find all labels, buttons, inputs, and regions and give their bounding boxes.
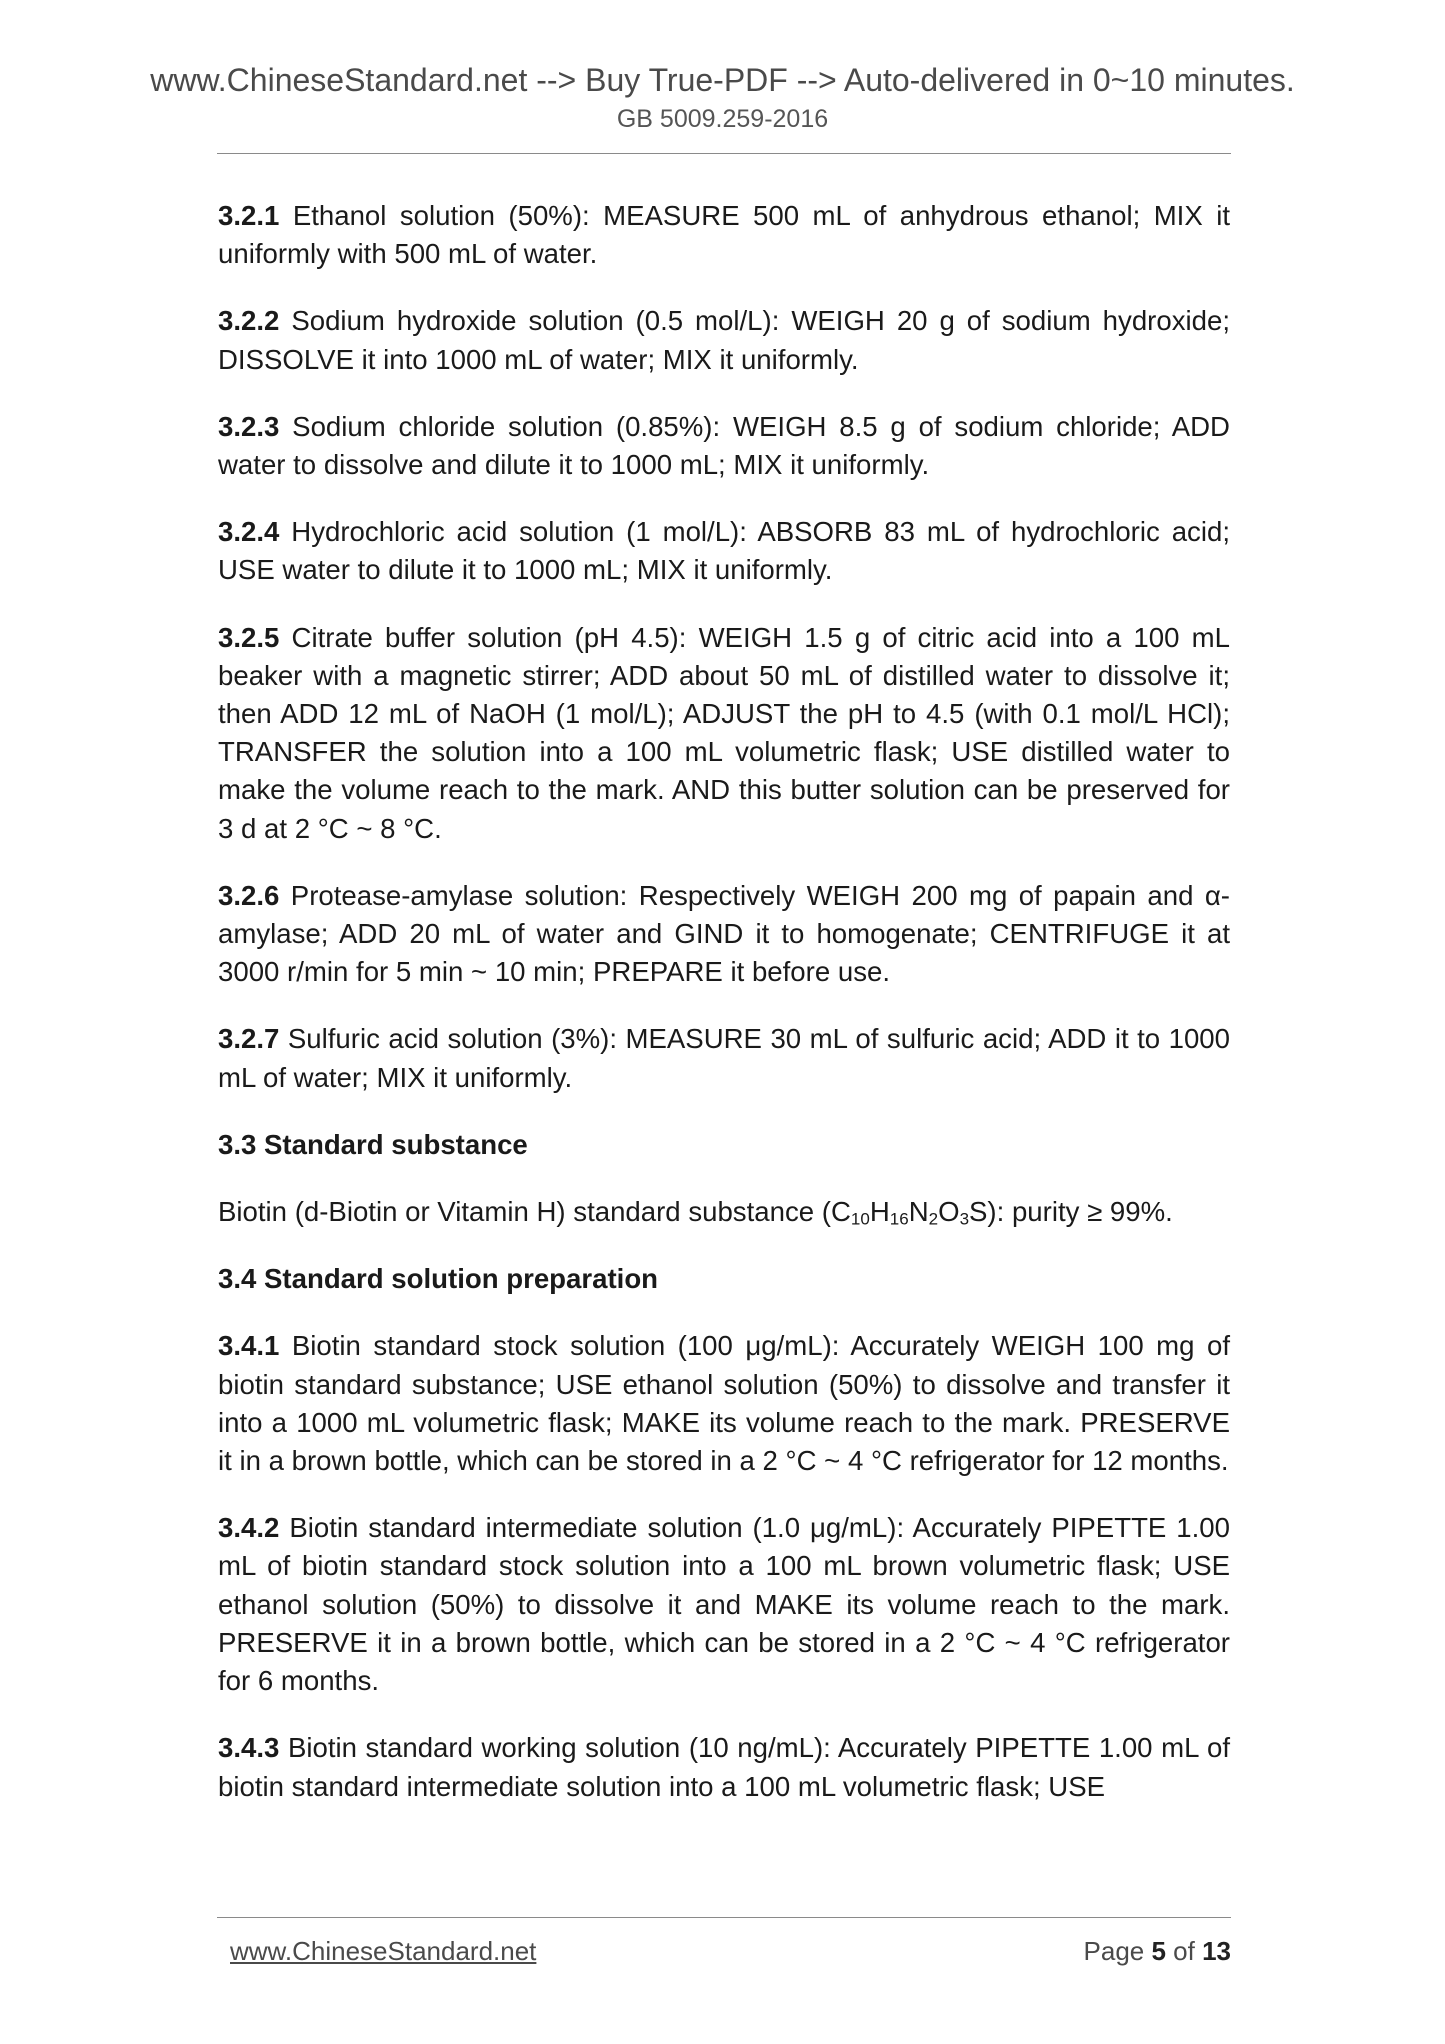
clause-text: Biotin standard intermediate solution (1.0 μg/mL): Accurately PIPETTE 1.00 mL of biotin standard stock solution into a 100 mL brown volumetric flask; USE ethanol solution (50%) to dissolve it and MAKE its volume reach to the mark. PRESERVE it in a brown bottle, which can be stored in a 2 °C ~ 4 °C refrigerator for 6 months. — [218, 1512, 1230, 1697]
header-divider — [217, 153, 1231, 154]
paragraph-3-4-1 — [218, 1327, 1230, 1480]
standard-code: GB 5009.259-2016 — [616, 105, 829, 133]
page-total: 13 — [1202, 1936, 1231, 1966]
element-symbol: O — [938, 1196, 960, 1228]
paragraph-3-3 — [218, 1193, 1230, 1231]
paragraph-3-2-4 — [218, 513, 1230, 589]
clause-text: Hydrochloric acid solution (1 mol/L): ABSORB 83 mL of hydrochloric acid; USE water to dilute it to 1000 mL; MIX it uniformly. — [218, 516, 1230, 586]
clause-number: 3.2.1 — [218, 200, 280, 231]
subscript: 10 — [850, 1209, 870, 1229]
paragraph-3-4-2 — [218, 1509, 1230, 1700]
page-current: 5 — [1151, 1936, 1166, 1966]
section-heading-3-3: 3.3 Standard substance — [218, 1128, 528, 1160]
clause-number: 3.2.2 — [218, 305, 280, 337]
section-heading-3-4: 3.4 Standard solution preparation — [218, 1263, 659, 1295]
document-body — [218, 197, 1230, 1806]
clause-number: 3.4.3 — [218, 1732, 280, 1764]
page-label: Page — [1083, 1936, 1152, 1966]
clause-text: Sulfuric acid solution (3%): MEASURE 30 mL of sulfuric acid; ADD it to 1000 mL of water; MIX it uniformly. — [218, 1023, 1230, 1093]
paragraph-3-2-1 — [218, 197, 1230, 273]
paragraph-3-4-3 — [218, 1729, 1230, 1805]
paragraph-3-2-3 — [218, 408, 1230, 484]
formula-prefix: Biotin (d-Biotin or Vitamin H) standard substance (C — [218, 1196, 851, 1228]
clause-number: 3.2.4 — [218, 516, 280, 548]
clause-number: 3.4.1 — [218, 1330, 280, 1362]
clause-number: 3.2.6 — [218, 879, 280, 911]
element-symbol: H — [869, 1196, 890, 1228]
paragraph-3-2-6 — [218, 877, 1230, 992]
footer-divider — [217, 1917, 1231, 1918]
page-indicator — [1084, 1934, 1231, 1968]
subscript: 3 — [959, 1209, 970, 1229]
header-banner[interactable]: www.ChineseStandard.net --> Buy True-PDF --> Auto-delivered in 0~10 minutes. — [150, 62, 1295, 98]
footer-website-link[interactable]: www.ChineseStandard.net — [230, 1936, 537, 1966]
clause-number: 3.2.7 — [218, 1023, 280, 1055]
clause-text: Ethanol solution (50%): MEASURE 500 mL of anhydrous ethanol; MIX it uniformly with 500 mL of water. — [218, 200, 1230, 270]
clause-text: Biotin standard stock solution (100 μg/mL): Accurately WEIGH 100 mg of biotin standard substance; USE ethanol solution (50%) to dissolve and transfer it into a 1000 mL volumetric flask; MAKE its volume reach to the mark. PRESERVE it in a brown bottle, which can be stored in a 2 °C ~ 4 °C refrigerator for 12 months. — [218, 1330, 1230, 1477]
paragraph-3-2-5 — [218, 619, 1230, 848]
clause-number: 3.4.2 — [218, 1512, 280, 1544]
clause-number: 3.2.3 — [218, 410, 280, 442]
page-of: of — [1165, 1936, 1203, 1966]
element-symbol: N — [908, 1196, 929, 1228]
paragraph-3-2-2 — [218, 302, 1230, 378]
subscript: 2 — [928, 1209, 939, 1229]
subscript: 16 — [889, 1209, 909, 1229]
clause-text: Sodium hydroxide solution (0.5 mol/L): WEIGH 20 g of sodium hydroxide; DISSOLVE it into 1000 mL of water; MIX it uniformly. — [218, 305, 1230, 375]
clause-text: Protease-amylase solution: Respectively WEIGH 200 mg of papain and α-amylase; ADD 20 mL of water and GIND it to homogenate; CENTRIFUGE it at 3000 r/min for 5 min ~ 10 min; PREPARE it before use. — [218, 879, 1230, 988]
formula-suffix: S): purity ≥ 99%. — [969, 1196, 1173, 1228]
paragraph-3-2-7 — [218, 1020, 1230, 1096]
clause-text: Sodium chloride solution (0.85%): WEIGH 8.5 g of sodium chloride; ADD water to dissolve and dilute it to 1000 mL; MIX it uniformly. — [218, 410, 1230, 481]
clause-text: Biotin standard working solution (10 ng/mL): Accurately PIPETTE 1.00 mL of biotin standard intermediate solution into a 100 mL volumetric flask; USE — [218, 1732, 1230, 1802]
clause-number: 3.2.5 — [218, 621, 280, 653]
clause-text: Citrate buffer solution (pH 4.5): WEIGH 1.5 g of citric acid into a 100 mL beaker with a magnetic stirrer; ADD about 50 mL of distilled water to dissolve it; then ADD 12 mL of NaOH (1 mol/L); ADJUST the pH to 4.5 (with 0.1 mol/L HCl); TRANSFER the solution into a 100 mL volumetric flask; USE distilled water to make the volume reach to the mark. AND this butter solution can be preserved for 3 d at 2 °C ~ 8 °C. — [218, 621, 1230, 844]
